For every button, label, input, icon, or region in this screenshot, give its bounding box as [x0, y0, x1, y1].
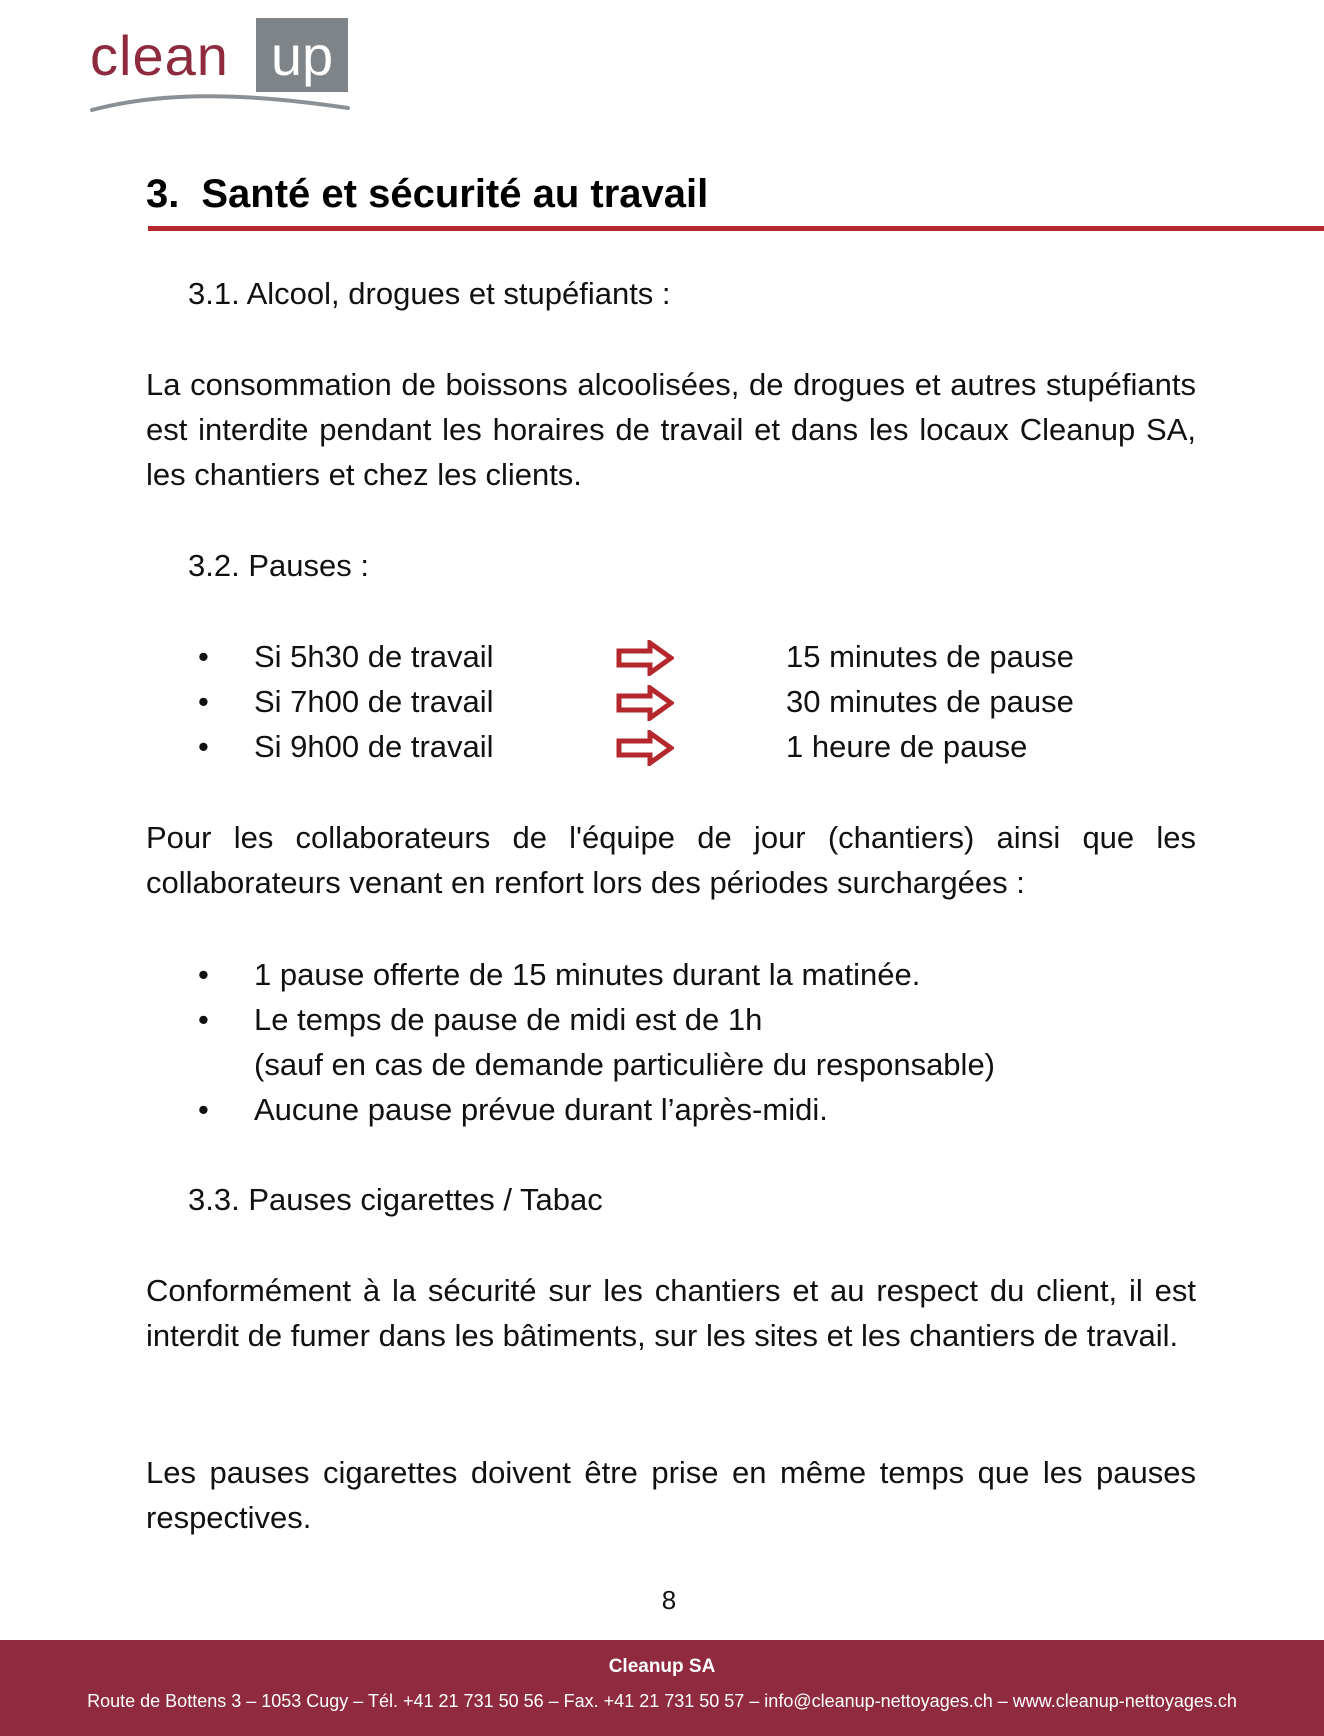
arrow-right-icon [616, 685, 674, 721]
day-team-pause-list [198, 952, 1198, 1132]
logo-swoosh-icon [90, 88, 352, 118]
pause-condition: Si 7h00 de travail [254, 684, 494, 719]
pause-result: 15 minutes de pause [786, 639, 1074, 674]
company-logo [90, 18, 352, 113]
subsection-heading-3-3: 3.3. Pauses cigarettes / Tabac [188, 1182, 603, 1217]
section-number: 3. [146, 172, 180, 216]
footer-company: Cleanup SA [608, 1656, 716, 1677]
bullet: • [198, 684, 209, 719]
list-item-text: Aucune pause prévue durant l’après-midi. [254, 1092, 828, 1127]
bullet: • [198, 639, 209, 674]
section-title-text: Santé et sécurité au travail [201, 172, 709, 216]
pause-result: 30 minutes de pause [786, 684, 1074, 719]
paragraph-smoking: Conformément à la sécurité sur les chantiers et au respect du client, il est interdit de fumer dans les bâtiments, sur les sites et les chantiers de travail. [146, 1273, 1196, 1353]
bullet: • [198, 957, 209, 992]
pause-row [198, 634, 1198, 679]
pause-result: 1 heure de pause [786, 729, 1028, 764]
subsection-heading-3-2: 3.2. Pauses : [188, 548, 369, 583]
list-item-text: 1 pause offerte de 15 minutes durant la matinée. [254, 957, 921, 992]
list-item-text-continued: (sauf en cas de demande particulière du responsable) [254, 1047, 996, 1082]
paragraph-cigarette-breaks: Les pauses cigarettes doivent être prise en même temps que les pauses respectives. [146, 1455, 1196, 1535]
paragraph-day-team: Pour les collaborateurs de l'équipe de jour (chantiers) ainsi que les collaborateurs venant en renfort lors des périodes surchargées : [146, 820, 1196, 900]
title-divider [148, 226, 1324, 231]
arrow-right-icon [616, 730, 674, 766]
pause-row [198, 724, 1198, 769]
page-number: 8 [661, 1585, 677, 1615]
logo-up-box [256, 18, 348, 92]
list-item-text: Le temps de pause de midi est de 1h [254, 1002, 763, 1037]
bullet: • [198, 1002, 209, 1037]
bullet: • [198, 1092, 209, 1127]
pause-row [198, 679, 1198, 724]
footer-address: Route de Bottens 3 – 1053 Cugy – Tél. +41 21 731 50 56 – Fax. +41 21 731 50 57 – info@cleanup-nettoyages.ch – www.cleanup-nettoyages.ch [87, 1691, 1237, 1711]
subsection-heading-3-1: 3.1. Alcool, drogues et stupéfiants : [188, 276, 671, 311]
list-item [198, 997, 1198, 1087]
pause-condition: Si 9h00 de travail [254, 729, 494, 764]
section-title [146, 170, 708, 218]
pause-condition: Si 5h30 de travail [254, 639, 494, 674]
logo-clean-text: clean [90, 24, 229, 87]
bullet: • [198, 729, 209, 764]
page-footer [0, 1640, 1324, 1736]
logo-up-text: up [270, 24, 334, 87]
arrow-right-icon [616, 640, 674, 676]
list-item [198, 952, 1198, 997]
paragraph-alcohol: La consommation de boissons alcoolisées, de drogues et autres stupéfiants est interdite pendant les horaires de travail et dans les locaux Cleanup SA, les chantiers et chez les clients. [146, 367, 1196, 492]
list-item [198, 1087, 1198, 1132]
